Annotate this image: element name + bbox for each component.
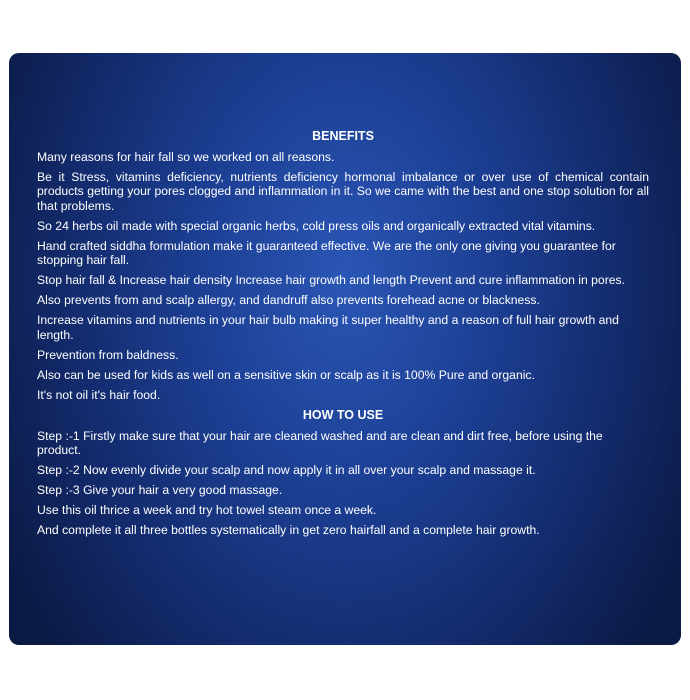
- benefit-paragraph: Be it Stress, vitamins deficiency, nutrients deficiency hormonal imbalance or over use of chemical contain products getting your pores clogged and inflammation in it. So we came with the best and one stop solution for all that problems.: [37, 169, 649, 213]
- benefit-paragraph: Prevention from baldness.: [37, 347, 179, 362]
- usage-step: Use this oil thrice a week and try hot towel steam once a week.: [37, 503, 377, 517]
- usage-step: Step :-2 Now evenly divide your scalp and now apply it in all over your scalp and massage it.: [37, 463, 536, 477]
- panel-content: [37, 129, 649, 543]
- benefit-paragraph: Stop hair fall & Increase hair density Increase hair growth and length Prevent and cure inflammation in pores.: [37, 273, 626, 287]
- benefit-paragraph: Many reasons for hair fall so we worked on all reasons.: [37, 149, 335, 164]
- benefit-paragraph: It's not oil it's hair food.: [37, 387, 161, 402]
- benefit-paragraph: Increase vitamins and nutrients in your hair bulb making it super healthy and a reason of full hair growth and length.: [37, 313, 619, 342]
- benefits-heading: BENEFITS: [312, 129, 374, 143]
- benefit-paragraph: Also can be used for kids as well on a sensitive skin or scalp as it is 100% Pure and organic.: [37, 367, 535, 382]
- how-to-use-heading: HOW TO USE: [302, 408, 384, 422]
- usage-step: Step :-1 Firstly make sure that your hair are cleaned washed and are clean and dirt free, before using the product.: [37, 428, 603, 457]
- usage-step: Step :-3 Give your hair a very good massage.: [37, 483, 283, 497]
- benefit-paragraph: Also prevents from and scalp allergy, and dandruff also prevents forehead acne or blackness.: [37, 293, 540, 307]
- info-panel: [9, 53, 681, 645]
- benefit-paragraph: So 24 herbs oil made with special organic herbs, cold press oils and organically extracted vital vitamins.: [37, 218, 596, 233]
- usage-step: And complete it all three bottles systematically in get zero hairfall and a complete hair growth.: [37, 523, 540, 537]
- benefit-paragraph: Hand crafted siddha formulation make it guaranteed effective. We are the only one giving you guarantee for stopping hair fall.: [37, 238, 616, 267]
